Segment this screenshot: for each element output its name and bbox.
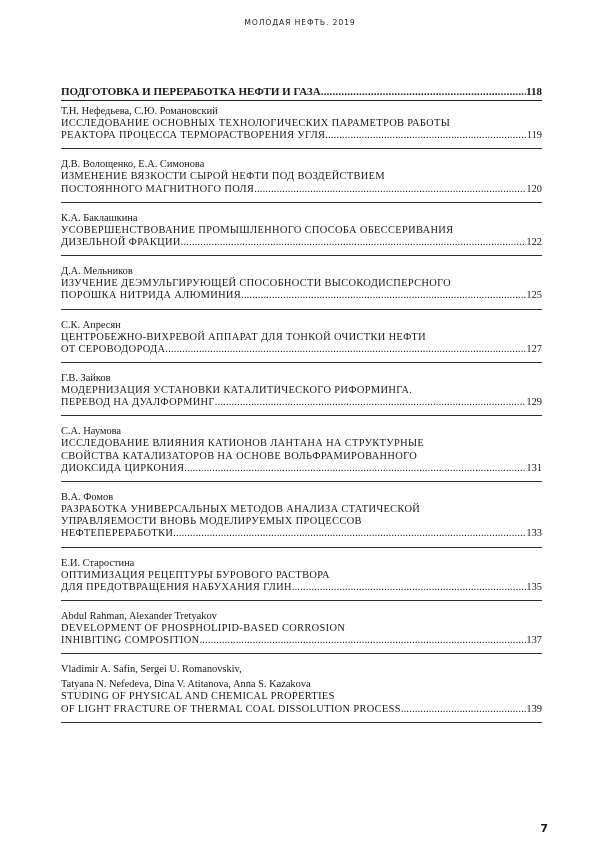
entry-page-number: 135 [526,581,542,593]
toc-entry[interactable] [61,425,542,482]
entry-title-line: ИЗМЕНЕНИЕ ВЯЗКОСТИ СЫРОЙ НЕФТИ ПОД ВОЗДЕЙСТВИЕМ [61,171,385,183]
entry-title-line: СВОЙСТВА КАТАЛИЗАТОРОВ НА ОСНОВЕ ВОЛЬФРАМИРОВАННОГО [61,450,418,462]
entry-title-line: STUDING OF PHYSICAL AND CHEMICAL PROPERTIES [61,691,335,703]
entry-title-last-line [61,184,542,196]
entry-title-line: НЕФТЕПЕРЕРАБОТКИ [61,528,174,540]
leader-dots [325,130,527,142]
entry-title-line: ОПТИМИЗАЦИЯ РЕЦЕПТУРЫ БУРОВОГО РАСТВОРА [61,569,330,581]
entry-authors: Vladimir A. Safin, Sergei U. Romanovskiv, [61,664,242,676]
leader-dots [165,344,526,356]
entry-title-line: МОДЕРНИЗАЦИЯ УСТАНОВКИ КАТАЛИТИЧЕСКОГО РИФОРМИНГА. [61,385,413,397]
entry-authors: Tatyana N. Nefedeva, Dina V. Atitanova, Anna S. Kazakova [61,679,311,691]
entry-authors: Е.И. Старостина [61,557,135,569]
entry-title-line: ИССЛЕДОВАНИЕ ОСНОВНЫХ ТЕХНОЛОГИЧЕСКИХ ПАРАМЕТРОВ РАБОТЫ [61,118,451,129]
toc-entry[interactable] [61,105,542,149]
entry-authors: С.К. Апресян [61,319,121,331]
entry-divider [61,722,542,723]
entry-authors: Abdul Rahman, Alexander Tretyakov [61,611,217,623]
running-header: МОЛОДАЯ НЕФТЬ. 2019 [244,18,356,27]
entry-title-last-line [61,528,542,540]
entry-title-line: ПОРОШКА НИТРИДА АЛЮМИНИЯ [61,290,242,302]
leader-dots [241,290,526,302]
entry-divider [61,415,542,416]
entry-page-number: 120 [526,183,542,195]
entry-title-line: ДИЗЕЛЬНОЙ ФРАКЦИИ [61,237,181,249]
section-page-number: 118 [526,86,542,98]
entry-authors: С.А. Наумова [61,426,122,438]
entry-authors: Г.В. Зайков [61,373,111,385]
entry-page-number: 125 [526,290,542,302]
toc-entry[interactable] [61,319,542,363]
table-of-contents [61,86,542,723]
toc-entry[interactable] [61,158,542,202]
entry-title-line: ДИОКСИДА ЦИРКОНИЯ [61,462,185,474]
section-title: ПОДГОТОВКА И ПЕРЕРАБОТКА НЕФТИ И ГАЗА [61,86,321,98]
entry-divider [61,362,542,363]
entry-authors: Д.А. Мельников [61,266,133,278]
entry-authors: Т.Н. Нефедьева, С.Ю. Романовский [61,106,218,117]
toc-entry[interactable] [61,212,542,256]
toc-entries [61,105,542,723]
entry-title-line: ДЛЯ ПРЕДОТВРАЩЕНИЯ НАБУХАНИЯ ГЛИН [61,581,292,593]
leader-dots [199,635,526,647]
leader-dots [254,184,526,196]
leader-dots [321,86,526,99]
toc-entry[interactable] [61,265,542,309]
entry-divider [61,547,542,548]
section-heading[interactable] [61,86,542,99]
entry-title-line: РАЗРАБОТКА УНИВЕРСАЛЬНЫХ МЕТОДОВ АНАЛИЗА СТАТИЧЕСКОЙ [61,504,421,516]
entry-title-last-line [61,397,542,409]
entry-page-number: 127 [526,343,542,355]
entry-title-line: ИЗУЧЕНИЕ ДЕЭМУЛЬГИРУЮЩЕЙ СПОСОБНОСТИ ВЫСОКОДИСПЕРСНОГО [61,278,452,290]
page-number: 7 [540,822,548,835]
leader-dots [401,704,527,716]
toc-entry[interactable] [61,663,542,722]
entry-title-line: DEVELOPMENT OF PHOSPHOLIPID-BASED CORROSION [61,623,346,635]
entry-title-last-line [61,237,542,249]
entry-page-number: 129 [526,397,542,409]
entry-title-last-line [61,635,542,647]
entry-divider [61,255,542,256]
leader-dots [292,582,527,594]
entry-title-line: ЦЕНТРОБЕЖНО-ВИХРЕВОЙ АППАРАТ ДЛЯ ТОНКОЙ ОЧИСТКИ НЕФТИ [61,331,426,343]
entry-title-last-line [61,704,542,716]
entry-title-last-line [61,344,542,356]
entry-title-last-line [61,463,542,475]
entry-divider [61,309,542,310]
leader-dots [215,397,527,409]
entry-title-line: УПРАВЛЯЕМОСТИ ВНОВЬ МОДЕЛИРУЕМЫХ ПРОЦЕССОВ [61,516,362,528]
entry-divider [61,202,542,203]
entry-authors: В.А. Фомов [61,492,114,504]
entry-title-line: УСОВЕРШЕНСТВОВАНИЕ ПРОМЫШЛЕННОГО СПОСОБА ОБЕССЕРИВАНИЯ [61,224,454,236]
toc-entry[interactable] [61,610,542,654]
entry-title-line: РЕАКТОРА ПРОЦЕССА ТЕРМОРАСТВОРЕНИЯ УГЛЯ [61,130,326,142]
toc-entry[interactable] [61,372,542,416]
section-divider [61,100,542,101]
entry-title-line: ПЕРЕВОД НА ДУАЛФОРМИНГ [61,397,215,409]
entry-divider [61,600,542,601]
leader-dots [173,528,526,540]
leader-dots [181,237,527,249]
entry-authors: Д.В. Волощенко, Е.А. Симонова [61,159,205,171]
entry-page-number: 139 [526,703,542,715]
entry-title-line: INHIBITING COMPOSITION [61,635,200,647]
entry-page-number: 131 [526,462,542,474]
entry-page-number: 122 [526,237,542,249]
entry-title-line: ПОСТОЯННОГО МАГНИТНОГО ПОЛЯ [61,183,255,195]
toc-entry[interactable] [61,491,542,548]
entry-page-number: 137 [526,635,542,647]
entry-divider [61,148,542,149]
entry-page-number: 119 [526,130,542,142]
entry-divider [61,481,542,482]
entry-divider [61,653,542,654]
leader-dots [184,463,526,475]
entry-title-line: OF LIGHT FRACTURE OF THERMAL COAL DISSOLUTION PROCESS [61,703,401,715]
entry-title-last-line [61,582,542,594]
entry-title-line: ОТ СЕРОВОДОРОДА [61,343,166,355]
entry-title-last-line [61,130,542,142]
entry-page-number: 133 [526,528,542,540]
entry-authors: К.А. Баклашкина [61,212,138,224]
entry-title-last-line [61,290,542,302]
toc-entry[interactable] [61,557,542,601]
entry-title-line: ИССЛЕДОВАНИЕ ВЛИЯНИЯ КАТИОНОВ ЛАНТАНА НА СТРУКТУРНЫЕ [61,438,425,450]
